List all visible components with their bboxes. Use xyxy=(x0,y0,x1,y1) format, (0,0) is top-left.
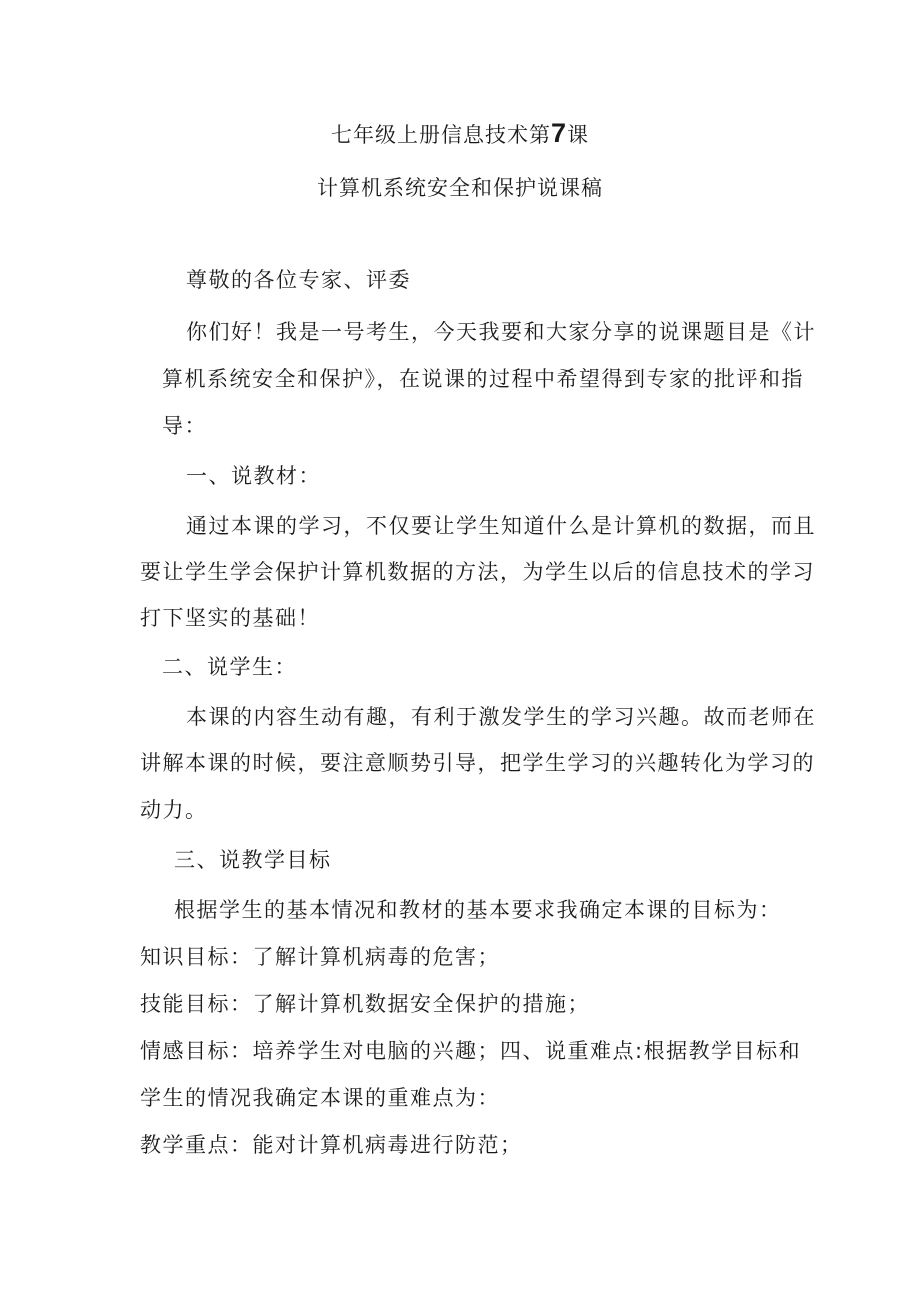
objective-line: 知识目标：了解计算机病毒的危害； xyxy=(140,945,500,969)
paragraph-line: 通过本课的学习，不仅要让学生知道什么是计算机的数据，而且 xyxy=(186,514,816,538)
paragraph-line: 学生的情况我确定本课的重难点为： xyxy=(140,1086,500,1110)
lesson-number: 7 xyxy=(550,118,568,148)
document-title xyxy=(0,118,920,149)
paragraph-line: 动力。 xyxy=(140,798,208,822)
objective-line: 情感目标：培养学生对电脑的兴趣；四、说重难点:根据教学目标和 xyxy=(140,1039,802,1063)
title-prefix: 七年级上册信息技术第 xyxy=(330,123,551,147)
paragraph-line: 你们好！我是一号考生，今天我要和大家分享的说课题目是《计 xyxy=(186,320,816,344)
paragraph-line: 要让学生学会保护计算机数据的方法，为学生以后的信息技术的学习 xyxy=(140,560,815,584)
section-heading: 二、说学生： xyxy=(162,655,297,679)
objective-line: 技能目标：了解计算机数据安全保护的措施； xyxy=(140,992,590,1016)
section-heading: 三、说教学目标 xyxy=(174,848,332,872)
objective-line: 教学重点：能对计算机病毒进行防范； xyxy=(140,1133,523,1157)
title-suffix: 课 xyxy=(567,123,590,147)
paragraph-line: 打下坚实的基础！ xyxy=(140,606,320,630)
greeting: 尊敬的各位专家、评委 xyxy=(186,268,411,292)
paragraph-line: 讲解本课的时候，要注意顺势引导，把学生学习的兴趣转化为学习的 xyxy=(140,751,815,775)
paragraph-line: 根据学生的基本情况和教材的基本要求我确定本课的目标为： xyxy=(174,898,782,922)
document-subtitle: 计算机系统安全和保护说课稿 xyxy=(317,176,603,200)
paragraph-line: 导： xyxy=(162,414,207,438)
paragraph-line: 本课的内容生动有趣，有利于激发学生的学习兴趣。故而老师在 xyxy=(186,705,816,729)
paragraph-line: 算机系统安全和保护》，在说课的过程中希望得到专家的批评和指 xyxy=(162,367,804,391)
section-heading: 一、说教材： xyxy=(186,464,321,488)
